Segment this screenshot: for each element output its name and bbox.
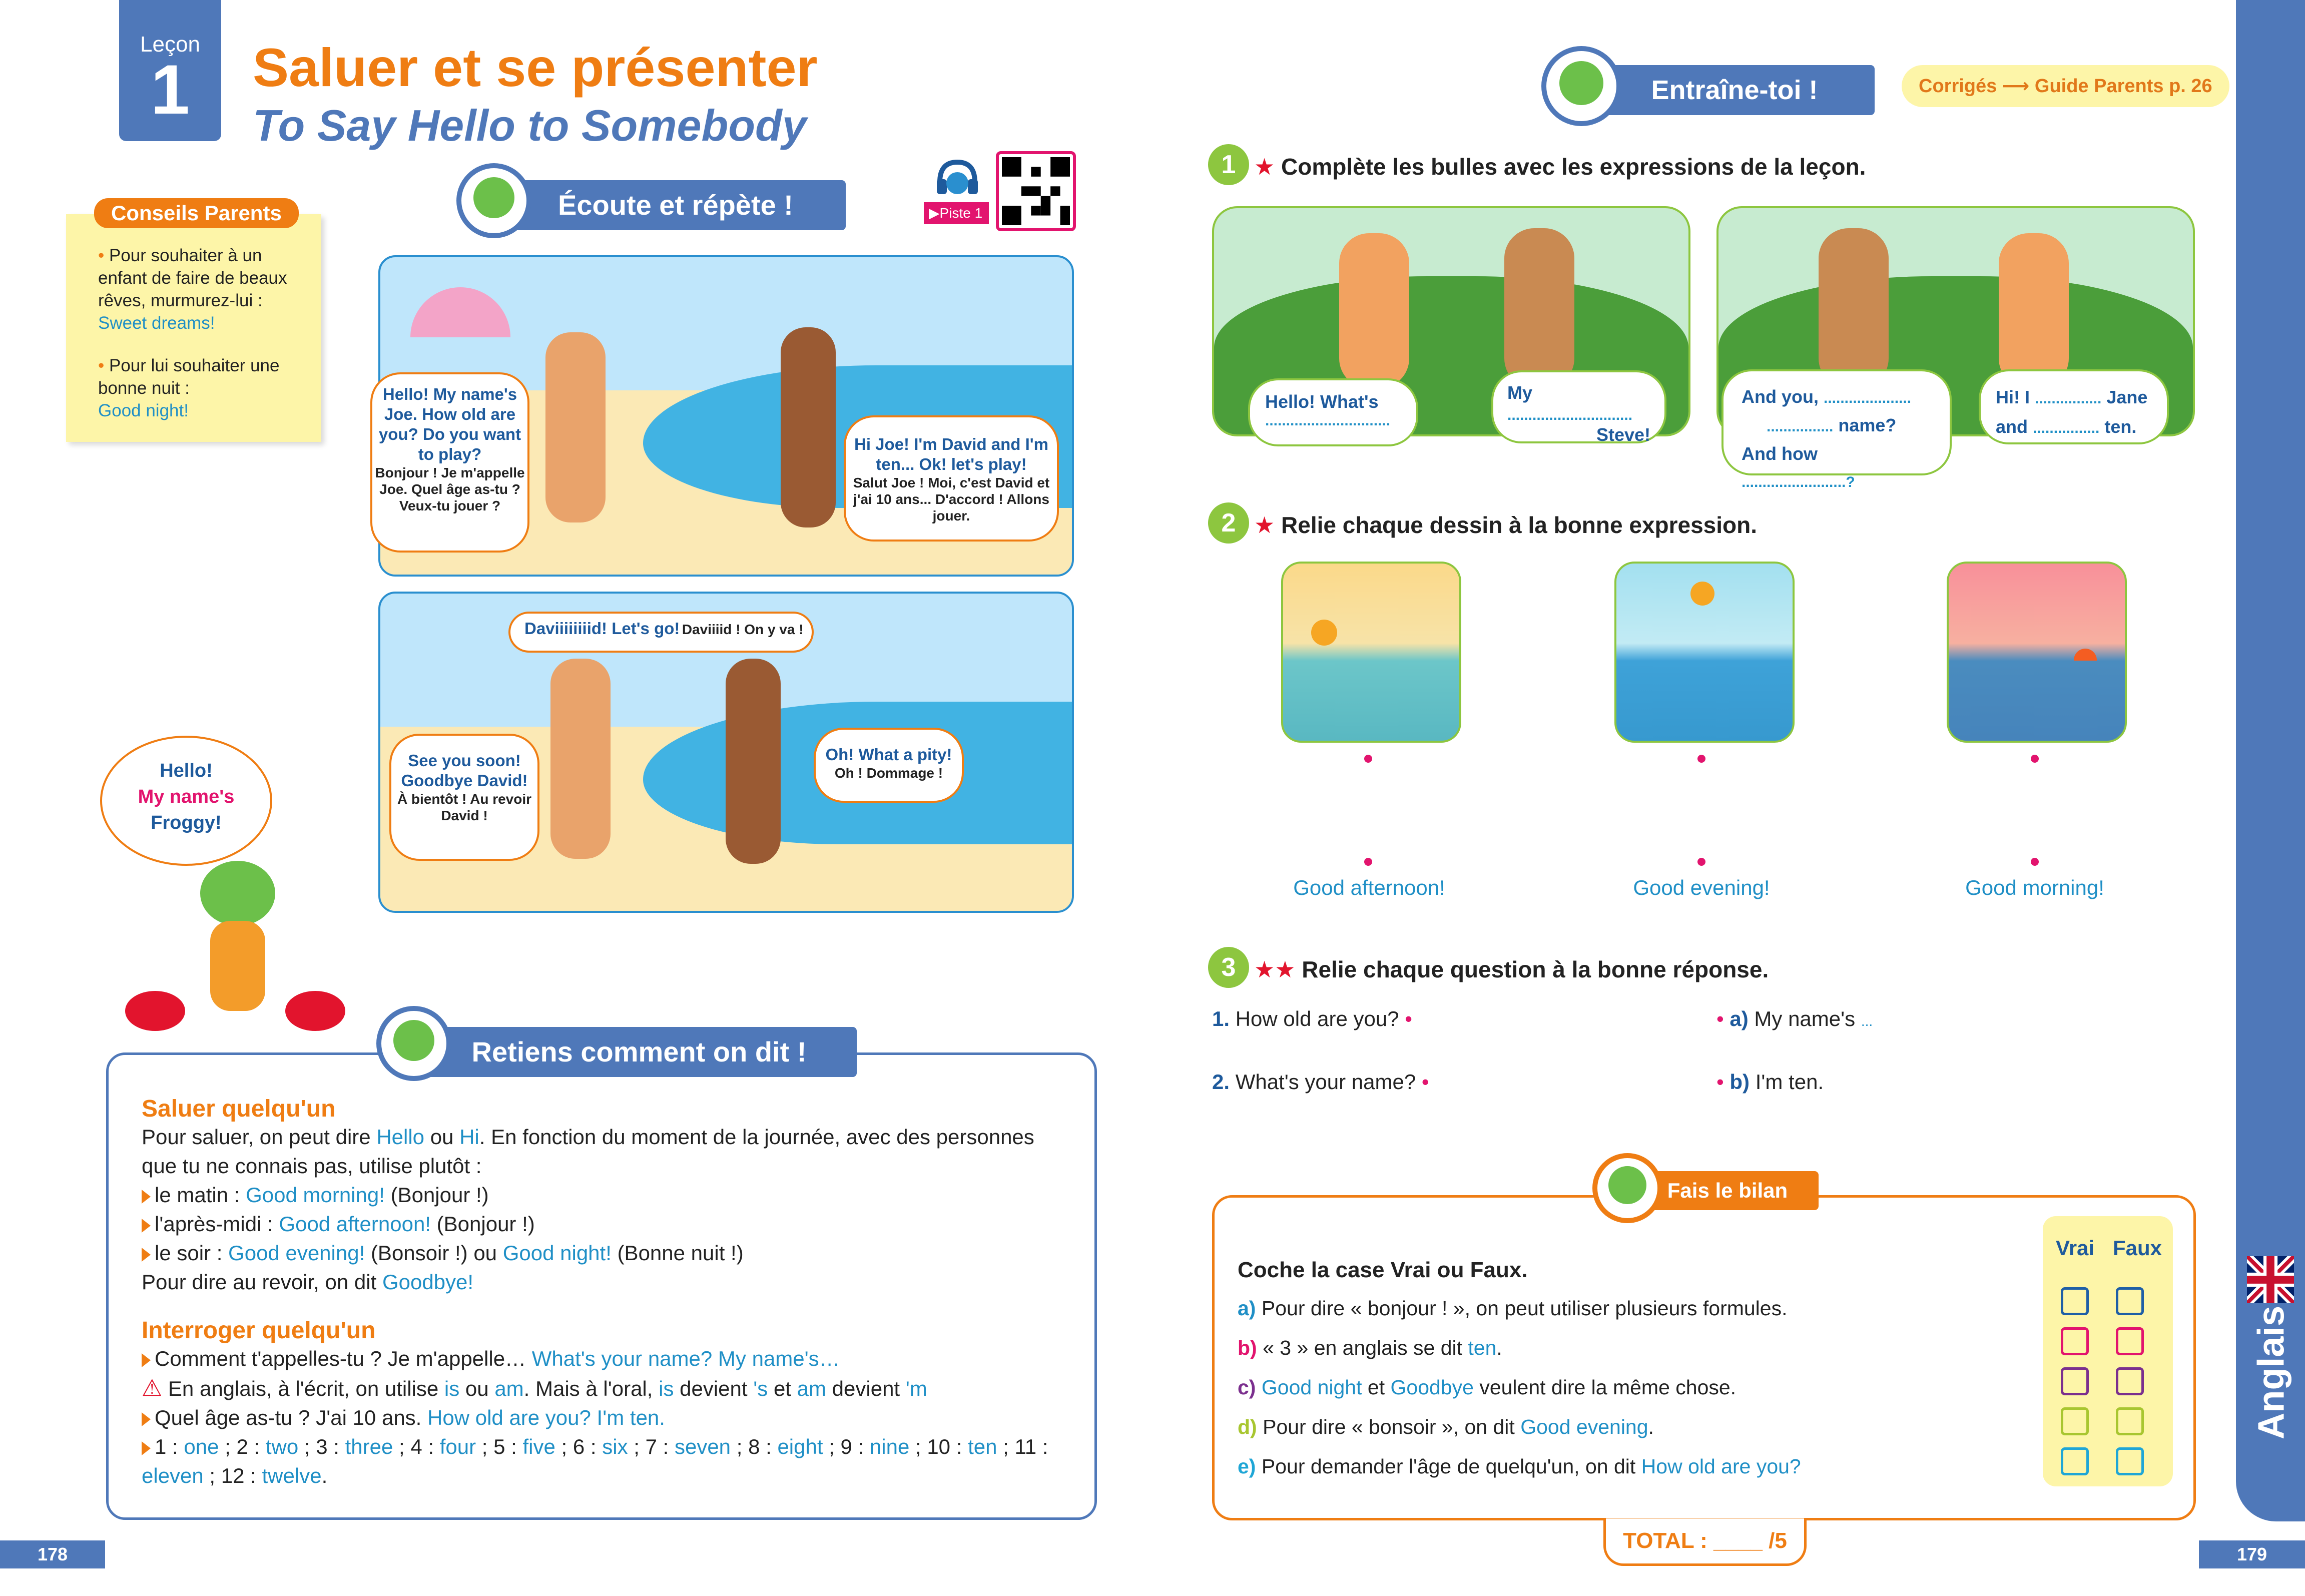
- froggy-lightbulb-icon: [376, 1006, 451, 1081]
- bubble-ex1-2[interactable]: My .............................. Steve!: [1491, 370, 1666, 443]
- heading-saluer: Saluer quelqu'un: [142, 1096, 336, 1122]
- david-character: [726, 659, 781, 864]
- total-score: TOTAL : ____ /5: [1603, 1518, 1807, 1566]
- exercise-3-title: ★★ Relie chaque question à la bonne réponse.: [1254, 956, 1769, 982]
- picture-afternoon: [1281, 562, 1461, 743]
- bilan-items: [1238, 1296, 2028, 1479]
- number-item: 10 : ten ;: [927, 1435, 1015, 1458]
- froggy-bilan-icon: [1592, 1153, 1662, 1223]
- expression-option-1: Good afternoon!: [1293, 876, 1445, 899]
- line-name-question: Comment t'appelles-tu ? Je m'appelle… What's your name? My name's…: [142, 1344, 1067, 1373]
- headphones-icon[interactable]: [935, 157, 980, 197]
- expression-option-3: Good morning!: [1965, 876, 2104, 899]
- retiens-banner: Retiens comment on dit !: [421, 1027, 857, 1077]
- bubble-ex1-3[interactable]: And you, ..................... ................ name? And how .........................?: [1721, 369, 1952, 475]
- qr-code-icon[interactable]: [996, 151, 1076, 231]
- number-item: 9 : nine ;: [840, 1435, 927, 1458]
- picture-dot-2[interactable]: [1697, 755, 1705, 763]
- lesson-number: 1: [151, 50, 190, 129]
- number-item: 2 : two ;: [236, 1435, 316, 1458]
- numbers-list: [142, 1432, 1067, 1490]
- page-title-fr: Saluer et se présenter: [253, 37, 818, 98]
- sun-icon: [1690, 582, 1714, 606]
- checkbox-a-vrai[interactable]: [2061, 1287, 2089, 1315]
- number-item: 11 : eleven ;: [142, 1435, 1048, 1487]
- bilan-item-d: d) Pour dire « bonsoir », on dit Good evening.: [1238, 1415, 1654, 1438]
- checkbox-c-vrai[interactable]: [2061, 1367, 2089, 1395]
- answer-a: • a) My name's ...: [1716, 1007, 1873, 1030]
- picture-dot-3[interactable]: [2031, 755, 2039, 763]
- bilan-item-a: a) Pour dire « bonjour ! », on peut utiliser plusieurs formules.: [1238, 1297, 1788, 1320]
- line-matin: le matin : Good morning! (Bonjour !): [142, 1181, 1067, 1210]
- arrow-right-icon: ⟶: [2002, 76, 2030, 97]
- bilan-instruction: Coche la case Vrai ou Faux.: [1238, 1258, 1528, 1282]
- checkbox-b-vrai[interactable]: [2061, 1327, 2089, 1355]
- checkbox-d-vrai[interactable]: [2061, 1407, 2089, 1435]
- froggy-illustration: [125, 861, 345, 1061]
- conseils-parents-note: [66, 214, 321, 442]
- bilan-item-e: e) Pour demander l'âge de quelqu'un, on dit How old are you?: [1238, 1455, 1801, 1478]
- number-item: 6 : six ;: [572, 1435, 646, 1458]
- checkbox-e-vrai[interactable]: [2061, 1447, 2089, 1475]
- checkbox-c-faux[interactable]: [2116, 1367, 2144, 1395]
- number-item: 4 : four ;: [410, 1435, 494, 1458]
- checkbox-e-faux[interactable]: [2116, 1447, 2144, 1475]
- david-character: [781, 327, 836, 527]
- lesson-tab: [119, 0, 221, 141]
- question-1: 1. How old are you? •: [1212, 1007, 1412, 1030]
- bubble-david-2: Oh! What a pity! Oh ! Dommage !: [814, 728, 964, 803]
- page-number-left: 178: [0, 1540, 105, 1568]
- exercise-2-title: ★ Relie chaque dessin à la bonne expression.: [1254, 512, 1758, 538]
- conseils-title: Conseils Parents: [94, 198, 299, 228]
- entraine-banner: Entraîne-toi !: [1594, 65, 1875, 115]
- froggy-reading-icon: [1541, 46, 1621, 126]
- picture-morning-scene: [1614, 562, 1795, 743]
- vrai-header: Vrai: [2056, 1236, 2095, 1260]
- expression-dot-2[interactable]: [1697, 858, 1705, 866]
- saluer-intro: Pour saluer, on peut dire Hello ou Hi. En fonction du moment de la journée, avec des personnes que tu ne connais pas, utilise plutôt :: [142, 1125, 1034, 1178]
- expression-option-2: Good evening!: [1633, 876, 1770, 899]
- warning-icon: ⚠: [142, 1375, 163, 1401]
- heading-interroger: Interroger quelqu'un: [142, 1317, 376, 1344]
- joe-character: [550, 659, 611, 859]
- froggy-bubble: Hello! My name's Froggy!: [100, 736, 272, 866]
- beach-umbrella-icon: [410, 287, 510, 337]
- exercise-1-title: ★ Complète les bulles avec les expressions de la leçon.: [1254, 154, 1866, 180]
- corriges-note: Corrigés ⟶ Guide Parents p. 26: [1902, 65, 2229, 107]
- picture-dot-1[interactable]: [1364, 755, 1372, 763]
- answer-b: • b) I'm ten.: [1716, 1070, 1824, 1094]
- expression-dot-3[interactable]: [2031, 858, 2039, 866]
- bubble-ex1-1[interactable]: Hello! What's ..............................: [1248, 378, 1418, 446]
- sun-icon: [1311, 620, 1337, 646]
- bubble-ex1-4[interactable]: Hi! I ................ Jane and ................ ten.: [1979, 369, 2169, 444]
- checkbox-b-faux[interactable]: [2116, 1327, 2144, 1355]
- number-item: 7 : seven ;: [645, 1435, 749, 1458]
- bubble-joe-1: Hello! My name's Joe. How old are you? Do you want to play? Bonjour ! Je m'appelle Joe. Quel âge as-tu ? Veux-tu jouer ?: [370, 372, 529, 553]
- line-soir: le soir : Good evening! (Bonsoir !) ou Good night! (Bonne nuit !): [142, 1239, 1067, 1268]
- sun-icon: [2074, 649, 2097, 661]
- total-score-blank[interactable]: ____: [1713, 1528, 1763, 1553]
- tip-1: • Pour souhaiter à un enfant de faire de beaux rêves, murmurez-lui : Sweet dreams!: [98, 246, 287, 333]
- page-number-right: 179: [2199, 1540, 2305, 1568]
- number-item: 3 : three ;: [316, 1435, 411, 1458]
- line-age-question: Quel âge as-tu ? J'ai 10 ans. How old are you? I'm ten.: [142, 1403, 1067, 1432]
- number-item: 8 : eight ;: [748, 1435, 841, 1458]
- ecoute-banner: Écoute et répète !: [505, 180, 846, 230]
- bilan-banner: Fais le bilan: [1636, 1171, 1819, 1210]
- picture-evening-scene: [1947, 562, 2127, 743]
- exercise-3-number: 3: [1208, 947, 1249, 988]
- exercise-2-number: 2: [1208, 502, 1249, 544]
- froggy-mascot-icon: [456, 163, 531, 238]
- bubble-david-1: Hi Joe! I'm David and I'm ten... Ok! let's play! Salut Joe ! Moi, c'est David et j'ai 10 ans... D'accord ! Allons jouer.: [844, 415, 1059, 542]
- retiens-box: [106, 1052, 1097, 1520]
- line-warning: ⚠ En anglais, à l'écrit, on utilise is ou am. Mais à l'oral, is devient 's et am devient 'm: [142, 1375, 927, 1401]
- exercise-1-number: 1: [1208, 144, 1249, 185]
- bilan-item-b: b) « 3 » en anglais se dit ten.: [1238, 1336, 1502, 1359]
- side-tab-label: Anglais: [2250, 1305, 2292, 1440]
- number-item: 1 : one ;: [155, 1435, 237, 1458]
- expression-dot-1[interactable]: [1364, 858, 1372, 866]
- lesson-word: Leçon: [140, 32, 200, 57]
- bilan-item-c: c) Good night et Goodbye veulent dire la même chose.: [1238, 1376, 1737, 1399]
- checkbox-a-faux[interactable]: [2116, 1287, 2144, 1315]
- bubble-joe-2: See you soon! Goodbye David! À bientôt ! Au revoir David !: [389, 734, 539, 861]
- number-item: 5 : five ;: [493, 1435, 573, 1458]
- joe-character: [545, 332, 606, 522]
- bubble-call: Daviiiiiiiid! Let's go! Daviiiid ! On y va !: [508, 612, 814, 653]
- tip-2: • Pour lui souhaiter une bonne nuit : Good night!: [98, 356, 280, 420]
- question-2: 2. What's your name? •: [1212, 1070, 1429, 1094]
- line-aurevoir: Pour dire au revoir, on dit Goodbye!: [142, 1270, 474, 1294]
- line-apresmidi: l'après-midi : Good afternoon! (Bonjour !): [142, 1210, 1067, 1239]
- side-tab-anglais: [2236, 0, 2305, 1521]
- audio-track-label[interactable]: ▶Piste 1: [924, 202, 989, 224]
- checkbox-d-faux[interactable]: [2116, 1407, 2144, 1435]
- number-item: 12 : twelve.: [221, 1464, 328, 1487]
- faux-header: Faux: [2113, 1236, 2162, 1260]
- page-title-en: To Say Hello to Somebody: [253, 101, 807, 150]
